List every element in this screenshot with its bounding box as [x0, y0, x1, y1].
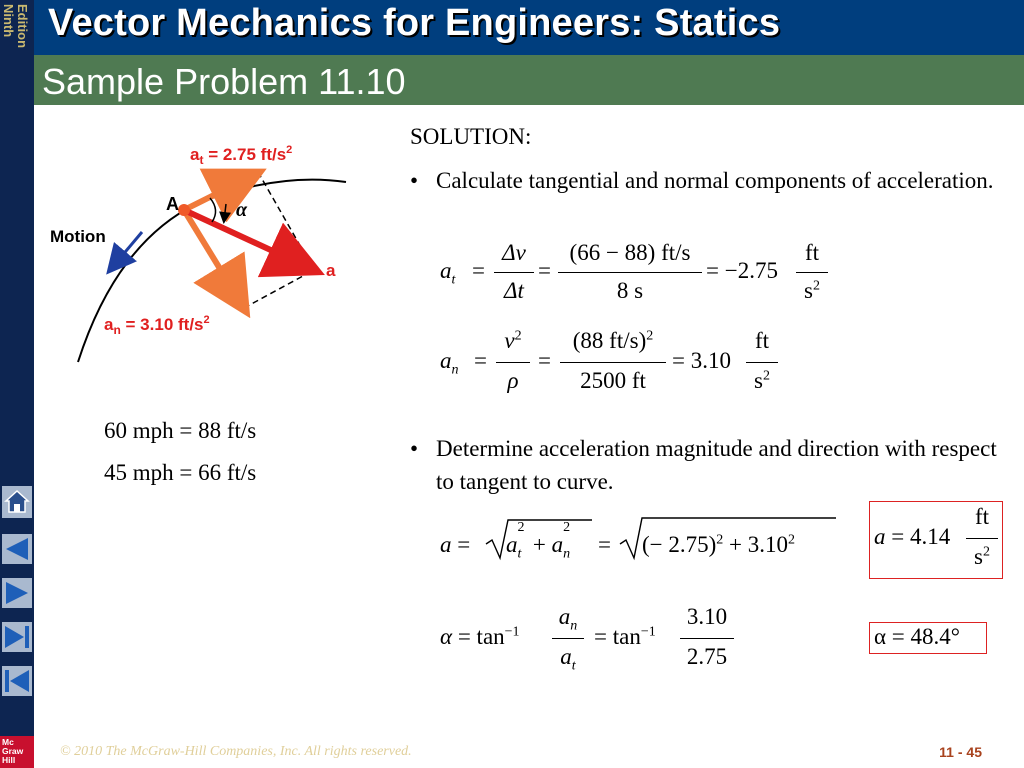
tangential-result: = −2.75 [706, 258, 778, 283]
normal-result: = 3.10 [672, 348, 731, 373]
delta-t: Δt [504, 278, 524, 303]
direction-answer: α = 48.4° [874, 624, 960, 649]
delta-v: Δv [502, 240, 526, 265]
previous-icon[interactable] [2, 534, 32, 564]
copyright-notice: © 2010 The McGraw-Hill Companies, Inc. All rights reserved. [60, 744, 412, 759]
edition-word-edition: Edition [15, 4, 30, 49]
slide-title: Sample Problem 11.10 [42, 61, 406, 102]
last-slide-icon[interactable] [2, 622, 32, 652]
parallelogram-dash-2 [244, 270, 314, 308]
publisher-logo [0, 736, 34, 768]
motion-label: Motion [50, 227, 106, 246]
tangential-numerator: (66 − 88) ft/s [569, 240, 691, 265]
edition-word-ninth: Ninth [1, 4, 16, 38]
logo-line-1: Mc [2, 737, 14, 747]
next-icon[interactable] [2, 578, 32, 608]
equation-magnitude: a = [440, 532, 471, 557]
bullet-tangential-normal: • Calculate tangential and normal components of acceleration. [410, 164, 1010, 230]
bullet-magnitude-direction: • Determine acceleration magnitude and direction with respect to tangent to curve. [410, 432, 1010, 498]
angle-label: α [236, 199, 248, 221]
header-bar [34, 0, 1024, 55]
equation-normal: $a_n$ [440, 348, 459, 378]
first-slide-icon[interactable] [2, 666, 32, 696]
tangential-acceleration-label: $a_t = 2.75$ $ft/s^2$ [190, 144, 293, 167]
logo-line-3: Hill [2, 755, 16, 765]
equation-tangential: $a_t$ [440, 258, 456, 288]
conversion-60mph: 60 mph = 88 ft/s [104, 418, 257, 443]
subheader-bar [34, 55, 1024, 105]
tangential-denominator: 8 s [616, 278, 644, 303]
acceleration-diagram [46, 124, 360, 372]
edition-label [0, 2, 34, 72]
angle-arc [210, 198, 216, 222]
resultant-label: a [326, 261, 336, 280]
point-a-label: A [166, 194, 179, 214]
conversion-45mph: 45 mph = 66 ft/s [104, 460, 257, 485]
sidebar [0, 0, 34, 768]
bullet-2-text: Determine acceleration magnitude and direction with respect to tangent to curve. [436, 436, 997, 494]
equation-direction: $\alpha = \tan^{-1}$ [440, 624, 520, 649]
normal-numerator: (88 ft/s) [572, 328, 647, 353]
normal-denominator: 2500 ft [580, 368, 646, 393]
magnitude-answer: a = 4.14 [874, 524, 951, 549]
point-a-marker [178, 204, 190, 216]
solution-heading: SOLUTION: [410, 124, 532, 149]
book-title: Vector Mechanics for Engineers: Statics [48, 2, 781, 44]
normal-acceleration-label: $a_n = 3.10$ $ft/s^2$ [104, 314, 210, 337]
home-icon[interactable] [2, 486, 32, 518]
page-number: 11 - 45 [939, 744, 982, 760]
bullet-1-text: Calculate tangential and normal components of acceleration. [436, 168, 994, 193]
angle-arrow [224, 204, 226, 221]
logo-line-2: Graw [2, 746, 24, 756]
